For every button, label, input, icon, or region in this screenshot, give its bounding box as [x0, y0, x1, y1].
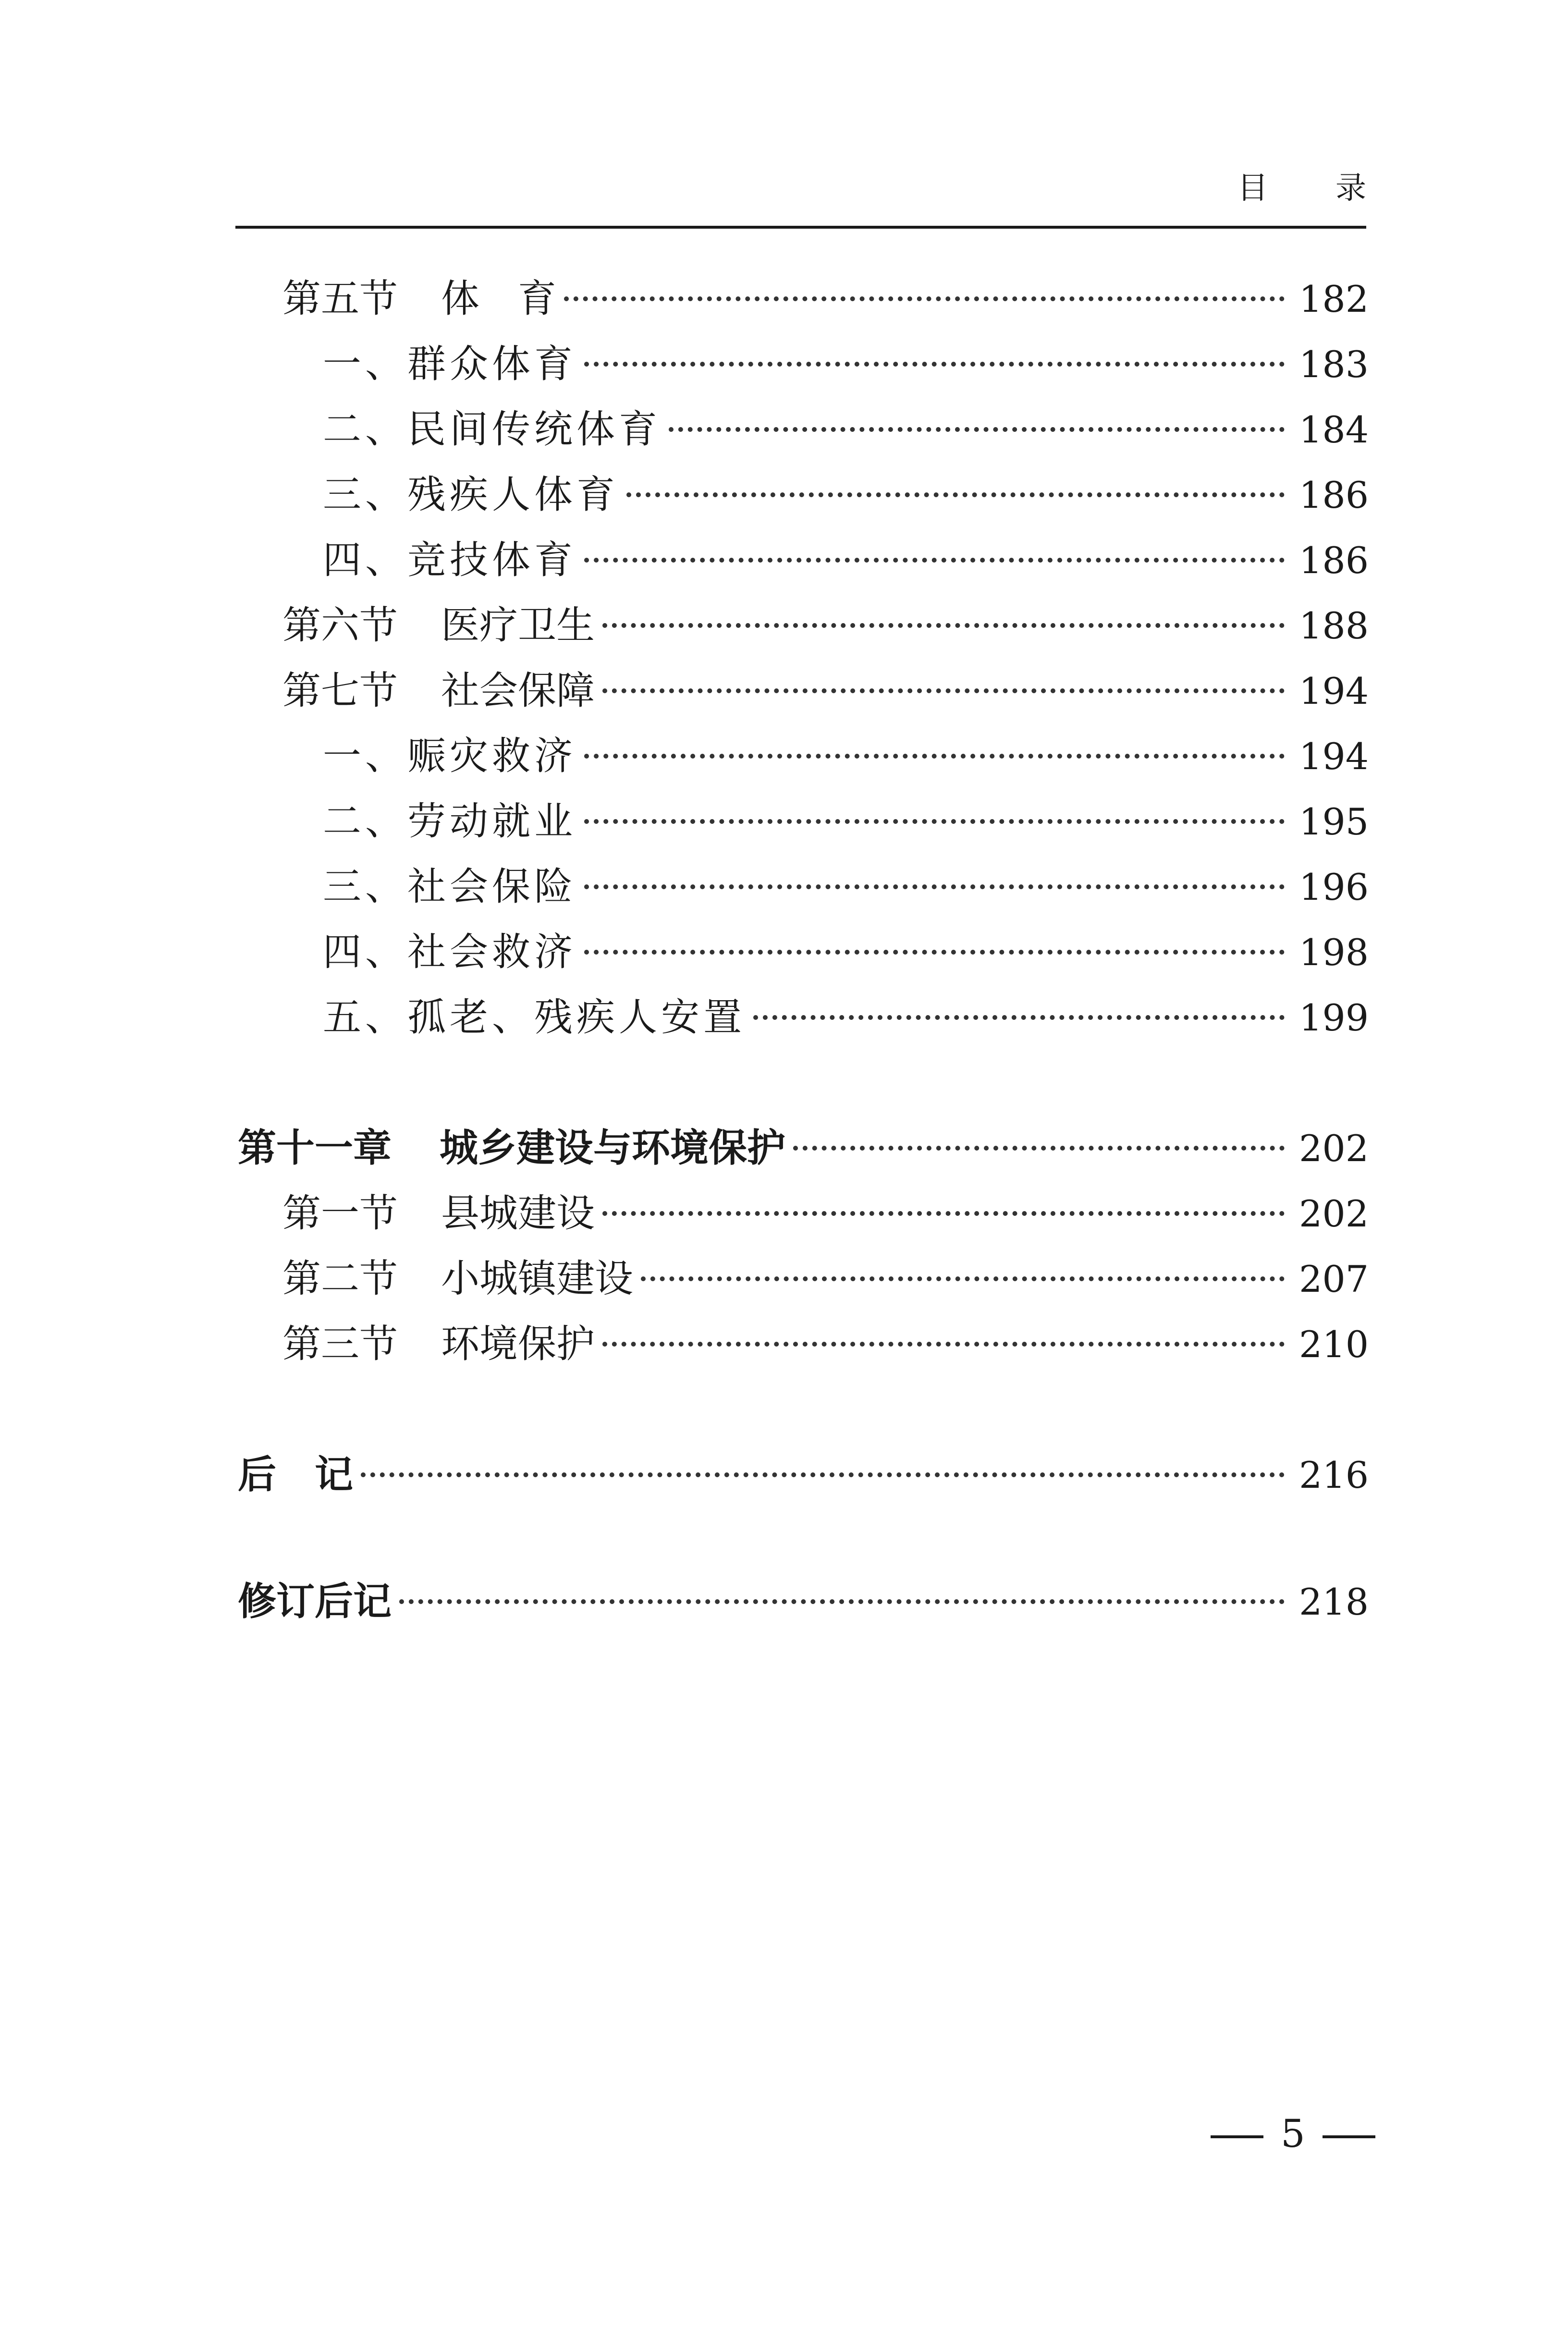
section-number: 第六节 [282, 603, 398, 648]
toc-entry[interactable] [323, 928, 1369, 976]
toc-entry-label: 修订后记 [238, 1579, 392, 1624]
dot-leader [584, 950, 1285, 955]
dot-leader [584, 754, 1285, 759]
page-number: 195 [1299, 800, 1369, 843]
dot-leader [584, 558, 1285, 563]
section-title: 社会保障 [441, 668, 595, 713]
toc-entry-label: 一、群众体育 [323, 342, 576, 386]
toc-entry-label [238, 1124, 785, 1172]
toc-entry-label [282, 275, 556, 323]
toc-entry-label: 三、社会保险 [323, 864, 576, 909]
toc-entry[interactable] [282, 1255, 1369, 1303]
section-number: 第七节 [282, 668, 398, 713]
toc-entry[interactable] [323, 405, 1369, 453]
folio-dash-left [1211, 2135, 1263, 2138]
page-number: 186 [1299, 539, 1369, 582]
toc-chapter-entry[interactable] [238, 1451, 1369, 1499]
toc-entry-label [282, 1255, 633, 1303]
section-title: 县城建设 [441, 1191, 595, 1236]
toc-entry-label [282, 1189, 595, 1238]
section-title: 小城镇建设 [441, 1256, 633, 1301]
dot-leader [626, 492, 1285, 497]
page-number: 199 [1299, 996, 1369, 1039]
chapter-title: 城乡建设与环境保护 [440, 1126, 785, 1170]
toc-entry-label: 二、民间传统体育 [323, 407, 661, 452]
page-number: 216 [1299, 1454, 1369, 1496]
toc-chapter-entry[interactable] [238, 1124, 1369, 1172]
page-number: 207 [1299, 1258, 1369, 1300]
page-number: 194 [1299, 735, 1369, 778]
page-number: 202 [1299, 1192, 1369, 1235]
running-head: 目 录 [1237, 171, 1395, 206]
page-number: 182 [1299, 278, 1369, 320]
toc-entry-label: 三、残疾人体育 [323, 472, 619, 517]
toc-entry-label: 四、竞技体育 [323, 538, 576, 582]
toc-entry-label [282, 601, 595, 649]
header-rule [235, 226, 1366, 229]
page-number: 188 [1299, 604, 1369, 647]
toc-entry-label [282, 667, 595, 715]
folio-page-number: 5 [1281, 2111, 1305, 2156]
toc-entry[interactable] [282, 1189, 1369, 1238]
toc-entry[interactable] [282, 275, 1369, 323]
page-number: 194 [1299, 670, 1369, 712]
toc-entry-label: 后 记 [238, 1452, 353, 1497]
dot-leader [584, 362, 1285, 367]
dot-leader [399, 1599, 1285, 1604]
toc-chapter-entry[interactable] [238, 1578, 1369, 1626]
section-title: 体 育 [441, 276, 556, 321]
toc-entry[interactable] [282, 667, 1369, 715]
toc-entry-label: 二、劳动就业 [323, 799, 576, 844]
toc-entry[interactable] [323, 471, 1369, 519]
toc-entry-label: 一、赈灾救济 [323, 734, 576, 778]
toc-entry[interactable] [282, 1320, 1369, 1368]
chapter-number: 第十一章 [238, 1126, 392, 1170]
dot-leader [584, 884, 1285, 889]
page-number: 218 [1299, 1581, 1369, 1623]
page-number: 184 [1299, 408, 1369, 451]
toc-entry[interactable] [282, 601, 1369, 649]
toc-entry-label [282, 1320, 595, 1368]
section-number: 第一节 [282, 1191, 398, 1236]
dot-leader [602, 1342, 1285, 1347]
page-number: 186 [1299, 474, 1369, 516]
folio-dash-right [1323, 2135, 1375, 2138]
toc-entry[interactable] [323, 993, 1369, 1041]
dot-leader [753, 1015, 1285, 1020]
page-number: 202 [1299, 1127, 1369, 1170]
page-number: 210 [1299, 1323, 1369, 1366]
dot-leader [793, 1146, 1285, 1151]
page-number: 183 [1299, 343, 1369, 386]
dot-leader [641, 1276, 1285, 1281]
dot-leader [602, 623, 1285, 628]
toc-entry[interactable] [323, 797, 1369, 845]
page-number: 198 [1299, 931, 1369, 974]
toc-entry[interactable] [323, 340, 1369, 388]
toc-entry[interactable] [323, 536, 1369, 584]
toc-entry-label: 四、社会救济 [323, 930, 576, 974]
section-title: 医疗卫生 [441, 603, 595, 648]
toc-entry[interactable] [323, 863, 1369, 911]
section-number: 第三节 [282, 1322, 398, 1366]
page-folio [1211, 2111, 1375, 2156]
dot-leader [602, 1211, 1285, 1216]
page-number: 196 [1299, 866, 1369, 908]
dot-leader [584, 819, 1285, 824]
dot-leader [602, 688, 1285, 693]
section-number: 第五节 [282, 276, 398, 321]
dot-leader [564, 296, 1285, 301]
toc-entry[interactable] [323, 732, 1369, 780]
section-number: 第二节 [282, 1256, 398, 1301]
toc-entry-label: 五、孤老、残疾人安置 [323, 995, 746, 1040]
dot-leader [361, 1472, 1285, 1477]
section-title: 环境保护 [441, 1322, 595, 1366]
dot-leader [669, 427, 1285, 432]
